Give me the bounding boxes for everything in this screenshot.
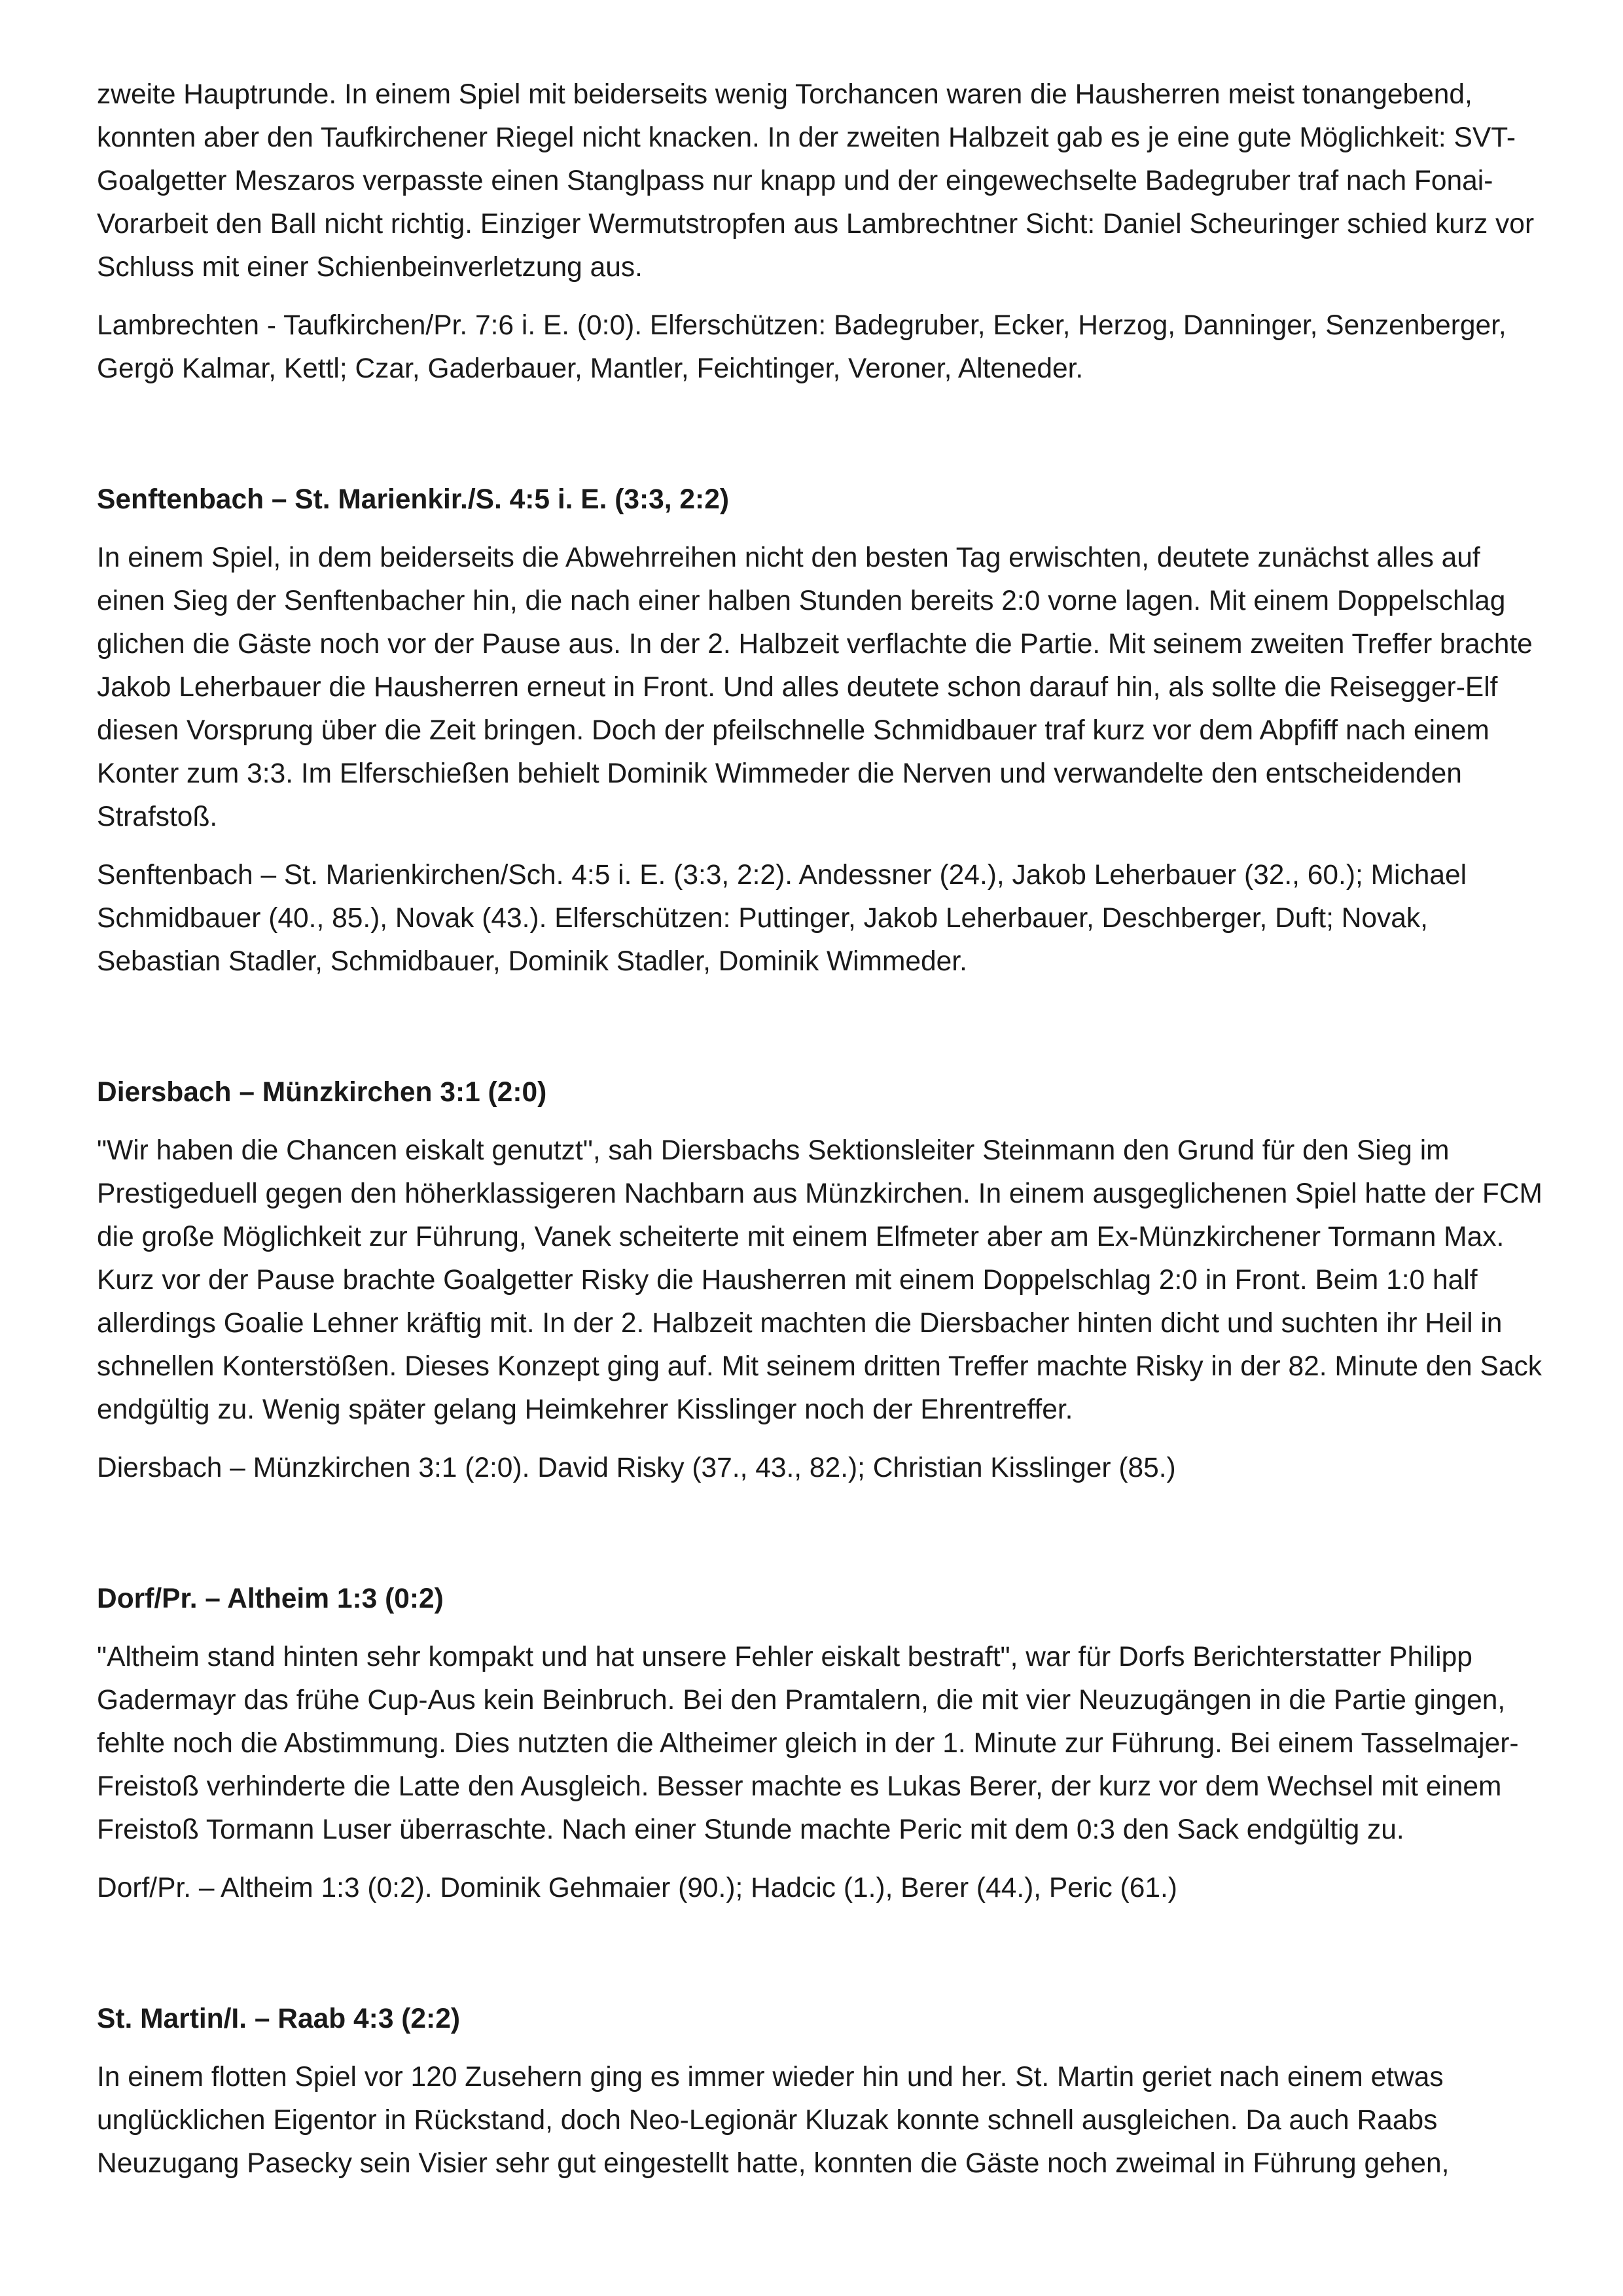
match-heading: Diersbach – Münzkirchen 3:1 (2:0) [97,1077,547,1108]
article-page [97,73,1543,2200]
match-heading: Dorf/Pr. – Altheim 1:3 (0:2) [97,1583,444,1614]
match-section-dorf [97,1578,1543,1910]
match-report: In einem Spiel, in dem beiderseits die Abwehrreihen nicht den besten Tag erwischten, deutete zunächst alles auf einen Sieg der Senftenbacher hin, die nach einer halben Stunden bereits 2:0 vorne lagen. Mit einem Doppelschlag glichen die Gäste noch vor der Pause aus. In der 2. Halbzeit verflachte die Partie. Mit seinem zweiten Treffer brachte Jakob Leherbauer die Hausherren erneut in Front. Und alles deutete schon darauf hin, als sollte die Reisegger-Elf diesen Vorsprung über die Zeit bringen. Doch der pfeilschnelle Schmidbauer traf kurz vor dem Abpfiff nach einem Konter zum 3:3. Im Elferschießen behielt Dominik Wimmeder die Nerven und verwandelte den entscheidenden Strafstoß. [97,542,1533,832]
match-report: In einem flotten Spiel vor 120 Zusehern ging es immer wieder hin und her. St. Martin geriet nach einem etwas unglücklichen Eigentor in Rückstand, doch Neo-Legionär Kluzak konnte schnell ausgleichen. Da auch Raabs Neuzugang Pasecky sein Visier sehr gut eingestellt hatte, konnten die Gäste noch zweimal in Führung gehen, [97,2062,1450,2179]
match-heading: Senftenbach – St. Marienkir./S. 4:5 i. E. (3:3, 2:2) [97,484,730,515]
match-result: Diersbach – Münzkirchen 3:1 (2:0). David Risky (37., 43., 82.); Christian Kisslinger (85.) [97,1453,1176,1483]
match-heading: St. Martin/I. – Raab 4:3 (2:2) [97,2004,460,2034]
match-report: "Altheim stand hinten sehr kompakt und hat unsere Fehler eiskalt bestraft", war für Dorfs Berichterstatter Philipp Gadermayr das frühe Cup-Aus kein Beinbruch. Bei den Pramtalern, die mit vier Neuzugängen in die Partie gingen, fehlte noch die Abstimmung. Dies nutzten die Altheimer gleich in der 1. Minute zur Führung. Bei einem Tasselmajer-Freistoß verhinderte die Latte den Ausgleich. Besser machte es Lukas Berer, der kurz vor dem Wechsel mit einem Freistoß Tormann Luser überraschte. Nach einer Stunde machte Peric mit dem 0:3 den Sack endgültig zu. [97,1642,1519,1845]
match-result: Dorf/Pr. – Altheim 1:3 (0:2). Dominik Gehmaier (90.); Hadcic (1.), Berer (44.), Peric (61.) [97,1873,1177,1903]
match-report: "Wir haben die Chancen eiskalt genutzt", sah Diersbachs Sektionsleiter Steinmann den Grund für den Sieg im Prestigeduell gegen den höherklassigeren Nachbarn aus Münzkirchen. In einem ausgeglichenen Spiel hatte der FCM die große Möglichkeit zur Führung, Vanek scheiterte mit einem Elfmeter aber am Ex-Münzkirchener Tormann Max. Kurz vor der Pause brachte Goalgetter Risky die Hausherren mit einem Doppelschlag 2:0 in Front. Beim 1:0 half allerdings Goalie Lehner kräftig mit. In der 2. Halbzeit machten die Diersbacher hinten dicht und suchten ihr Heil in schnellen Konterstößen. Dieses Konzept ging auf. Mit seinem dritten Treffer machte Risky in der 82. Minute den Sack endgültig zu. Wenig später gelang Heimkehrer Kisslinger noch der Ehrentreffer. [97,1135,1543,1425]
intro-report: zweite Hauptrunde. In einem Spiel mit beiderseits wenig Torchancen waren die Hausherren meist tonangebend, konnten aber den Taufkirchener Riegel nicht knacken. In der zweiten Halbzeit gab es je eine gute Möglichkeit: SVT-Goalgetter Meszaros verpasste einen Stanglpass nur knapp und der eingewechselte Badegruber traf nach Fonai-Vorarbeit den Ball nicht richtig. Einziger Wermutstropfen aus Lambrechtner Sicht: Daniel Scheuringer schied kurz vor Schluss mit einer Schienbeinverletzung aus. [97,79,1535,283]
intro-result: Lambrechten - Taufkirchen/Pr. 7:6 i. E. (0:0). Elferschützen: Badegruber, Ecker, Herzog, Danninger, Senzenberger, Gergö Kalmar, Kettl; Czar, Gaderbauer, Mantler, Feichtinger, Veroner, Alteneder. [97,310,1507,384]
match-section-senftenbach [97,478,1543,983]
match-section-diersbach [97,1071,1543,1490]
match-result: Senftenbach – St. Marienkirchen/Sch. 4:5 i. E. (3:3, 2:2). Andessner (24.), Jakob Leherbauer (32., 60.); Michael Schmidbauer (40., 85.), Novak (43.). Elferschützen: Puttinger, Jakob Leherbauer, Deschberger, Duft; Novak, Sebastian Stadler, Schmidbauer, Dominik Stadler, Dominik Wimmeder. [97,860,1467,977]
match-section-st-martin [97,1998,1543,2185]
